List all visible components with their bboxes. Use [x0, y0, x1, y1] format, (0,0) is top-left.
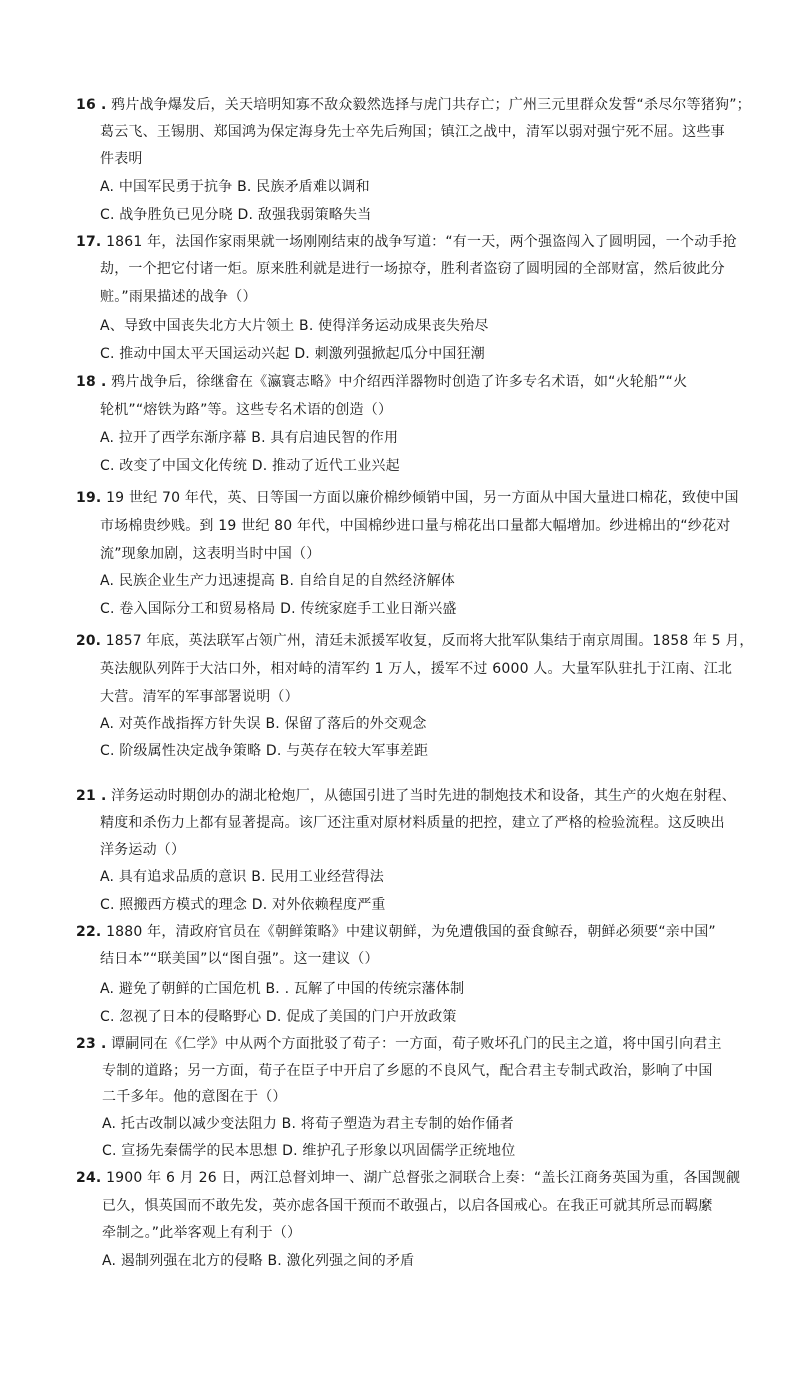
question-19-option-cd: C. 卷入国际分工和贸易格局 D. 传统家庭手工业日渐兴盛	[100, 601, 457, 617]
question-text: 1880 年，清政府官员在《朝鲜策略》中建议朝鲜，为免遭俄国的蚕食鲸吞，朝鲜必须要“亲中国”	[106, 924, 716, 940]
question-23-option-ab: A. 托古改制以减少变法阻力 B. 将荀子塑造为君主专制的始作俑者	[102, 1116, 514, 1132]
question-number: 17.	[76, 234, 102, 250]
question-22-stem-line-2: 结日本”“联美国”以“图自强”。这一建议（）	[100, 951, 379, 967]
question-17-option-ab: A、导致中国丧失北方大片领土 B. 使得洋务运动成果丧失殆尽	[100, 318, 489, 334]
question-21-option-cd: C. 照搬西方模式的理念 D. 对外依赖程度严重	[100, 897, 386, 913]
question-number: 20.	[76, 633, 102, 649]
question-22-option-cd: C. 忽视了日本的侵略野心 D. 促成了美国的门户开放政策	[100, 1009, 457, 1025]
question-17-stem-line-2: 劫，一个把它付诸一炬。原来胜利就是进行一场掠夺，胜利者盗窃了圆明园的全部财富，然后彼此分	[100, 261, 725, 277]
question-20-option-cd: C. 阶级属性决定战争策略 D. 与英存在较大军事差距	[100, 743, 429, 759]
question-text: 1857 年底，英法联军占领广州，清廷未派援军收复，反而将大批军队集结于南京周围。1858 年 5 月，	[105, 633, 754, 649]
question-21-stem-line-1	[76, 786, 736, 806]
question-20-stem-line-1	[76, 631, 753, 651]
question-16-stem-line-2: 葛云飞、王锡朋、郑国鸿为保定海身先士卒先后殉国；镇江之战中，清军以弱对强宁死不屈。这些事	[100, 124, 725, 140]
question-22-stem-line-1	[76, 922, 716, 942]
question-20-option-ab: A. 对英作战指挥方针失误 B. 保留了落后的外交观念	[100, 716, 427, 732]
question-24-stem-line-1	[76, 1168, 740, 1188]
question-22-option-ab: A. 避免了朝鲜的亡国危机 B. . 瓦解了中国的传统宗藩体制	[100, 981, 465, 997]
question-19-stem-line-2: 市场棉贵纱贱。到 19 世纪 80 年代，中国棉纱进口量与棉花出口量都大幅增加。纱进棉出的“纱花对	[100, 518, 731, 534]
question-17-option-cd: C. 推动中国太平天国运动兴起 D. 刺激列强掀起瓜分中国狂潮	[100, 346, 486, 362]
question-19-stem-line-3: 流”现象加剧，这表明当时中国（）	[100, 546, 321, 562]
question-16-option-cd: C. 战争胜负已见分晓 D. 敌强我弱策略失当	[100, 207, 372, 223]
question-16-stem-line-1	[76, 95, 751, 115]
question-20-stem-line-3: 大营。清军的军事部署说明（）	[100, 689, 299, 705]
question-17-stem-line-1	[76, 232, 737, 252]
question-21-stem-line-2: 精度和杀伤力上都有显著提高。该厂还注重对原材料质量的把控，建立了严格的检验流程。这反映出	[100, 815, 725, 831]
question-20-stem-line-2: 英法舰队列阵于大沽口外，相对峙的清军约 1 万人，援军不过 6000 人。大量军队驻扎于江南、江北	[100, 661, 733, 677]
question-16-option-ab: A. 中国军民勇于抗争 B. 民族矛盾难以调和	[100, 179, 370, 195]
question-text: 洋务运动时期创办的湖北枪炮厂，从德国引进了当时先进的制炮技术和设备，其生产的火炮在射程、	[111, 788, 736, 804]
question-23-stem-line-3: 二千多年。他的意图在于（）	[102, 1089, 287, 1105]
question-text: 鸦片战争后，徐继畲在《瀛寰志略》中介绍西洋器物时创造了许多专名术语，如“火轮船”“火	[111, 374, 688, 390]
question-text: 1861 年，法国作家雨果就一场刚刚结束的战争写道：“有一天，两个强盗闯入了圆明园，一个动手抢	[106, 234, 737, 250]
question-23-stem-line-2: 专制的道路；另一方面，荀子在臣子中开启了乡愿的不良风气，配合君主专制式政治，影响了中国	[102, 1063, 713, 1079]
question-17-stem-line-3: 赃。”雨果描述的战争（）	[100, 289, 257, 305]
question-text: 鸦片战争爆发后，关天培明知寡不敌众毅然选择与虎门共存亡；广州三元里群众发誓“杀尽尔等猪狗”；	[111, 97, 751, 113]
question-18-stem-line-1	[76, 372, 687, 392]
question-text: 谭嗣同在《仁学》中从两个方面批驳了荀子：一方面，荀子败坏孔门的民主之道，将中国引向君主	[111, 1036, 722, 1052]
question-19-stem-line-1	[76, 488, 739, 508]
question-number: 21 .	[76, 788, 107, 804]
question-21-stem-line-3: 洋务运动（）	[100, 842, 186, 858]
question-21-option-ab: A. 具有追求品质的意识 B. 民用工业经营得法	[100, 869, 384, 885]
question-24-option-ab: A. 遏制列强在北方的侵略 B. 激化列强之间的矛盾	[102, 1253, 415, 1269]
question-text: 1900 年 6 月 26 日，两江总督刘坤一、湖广总督张之洞联合上奏：“盖长江商务英国为重，各国觊觎	[106, 1170, 741, 1186]
question-24-stem-line-2: 已久，惧英国而不敢先发，英亦虑各国干预而不敢强占，以启各国戒心。在我正可就其所忌而羁縻	[102, 1198, 713, 1214]
question-number: 22.	[76, 924, 102, 940]
question-number: 24.	[76, 1170, 102, 1186]
question-18-option-ab: A. 拉开了西学东渐序幕 B. 具有启迪民智的作用	[100, 430, 399, 446]
question-23-option-cd: C. 宣扬先秦儒学的民本思想 D. 维护孔子形象以巩固儒学正统地位	[102, 1143, 516, 1159]
question-19-option-ab: A. 民族企业生产力迅速提高 B. 自给自足的自然经济解体	[100, 573, 455, 589]
question-23-stem-line-1	[76, 1034, 722, 1054]
question-number: 18 .	[76, 374, 107, 390]
question-number: 19.	[76, 490, 102, 506]
question-number: 23 .	[76, 1036, 107, 1052]
question-number: 16 .	[76, 97, 107, 113]
question-18-option-cd: C. 改变了中国文化传统 D. 推动了近代工业兴起	[100, 458, 400, 474]
question-18-stem-line-2: 轮机”“熔铁为路”等。这些专名术语的创造（）	[100, 402, 393, 418]
question-16-stem-line-3: 件表明	[100, 151, 143, 167]
question-24-stem-line-3: 牵制之。”此举客观上有利于（）	[102, 1225, 302, 1241]
question-text: 19 世纪 70 年代，英、日等国一方面以廉价棉纱倾销中国，另一方面从中国大量进口棉花，致使中国	[106, 490, 739, 506]
